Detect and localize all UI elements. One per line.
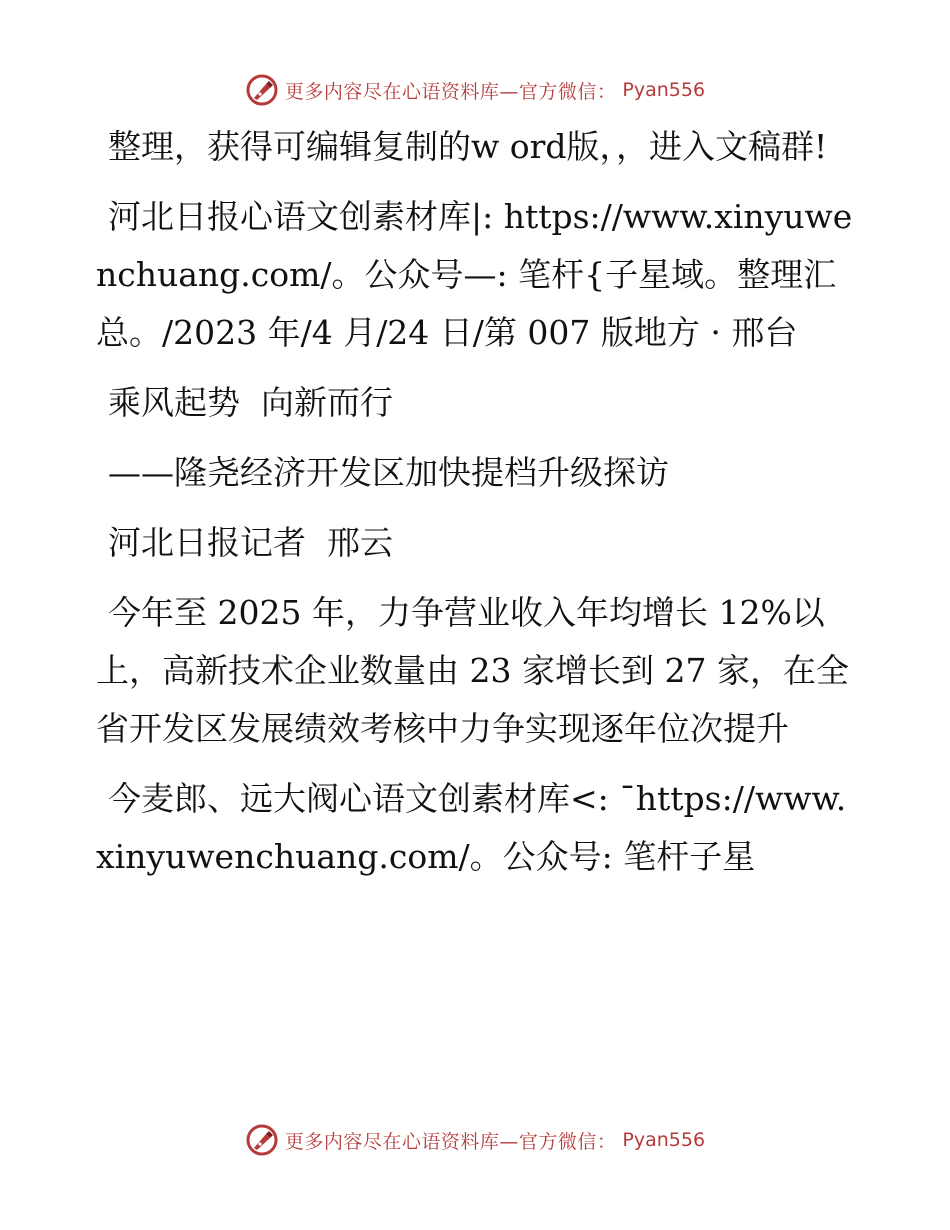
banner-text: 更多内容尽在心语资料库—官方微信：: [284, 1130, 617, 1153]
document-body: [96, 118, 856, 898]
article-title: 乘风起势 向新而行: [108, 383, 393, 422]
article-byline: 河北日报记者 邢云: [108, 523, 393, 562]
pen-nib-logo-icon: [245, 73, 279, 107]
paragraph-source: 河北日报心语文创素材库|: https://www.xinyuwenchuang.com/。公众号—: 笔杆{子星域。整理汇总。/2023 年/4 月/24 日/第 007 版地方 · 邢台: [96, 197, 853, 352]
paragraph-intro: 整理，获得可编辑复制的w ord版，，进入文稿群!: [108, 127, 828, 166]
banner-wechat-id: Pyan556: [622, 79, 706, 101]
paragraph-body: 今年至 2025 年，力争营业收入年均增长 12%以上，高新技术企业数量由 23 家增长到 27 家，在全省开发区发展绩效考核中力争实现逐年位次提升: [96, 593, 849, 748]
pen-nib-logo-icon: [245, 1123, 279, 1157]
article-subtitle: ——隆尧经济开发区加快提档升级探访: [108, 453, 669, 492]
banner-text: 更多内容尽在心语资料库—官方微信：: [284, 80, 617, 103]
paragraph-footer-source: 今麦郎、远大阀心语文创素材库<: ¯https://www.xinyuwenchuang.com/。公众号: 笔杆子星: [96, 779, 847, 876]
banner-wechat-id: Pyan556: [622, 1129, 706, 1151]
header-banner: [0, 70, 950, 110]
footer-banner: [0, 1120, 950, 1160]
